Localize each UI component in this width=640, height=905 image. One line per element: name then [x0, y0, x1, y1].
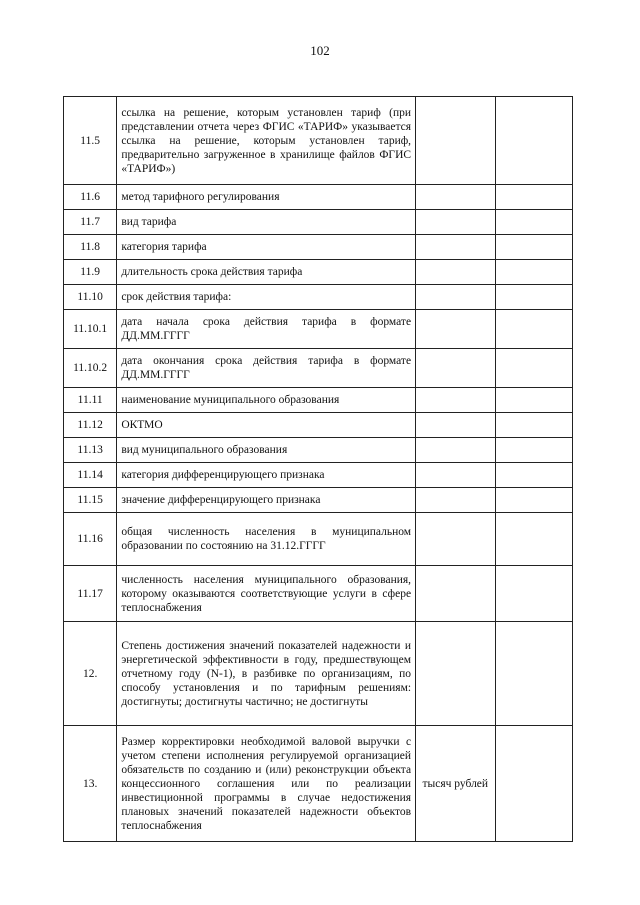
row-description: срок действия тарифа:: [117, 285, 416, 310]
row-unit: [416, 185, 495, 210]
table-row: [64, 622, 573, 726]
row-unit: [416, 285, 495, 310]
row-description: категория тарифа: [117, 235, 416, 260]
row-unit: [416, 388, 495, 413]
row-number: 11.8: [64, 235, 117, 260]
row-description: Степень достижения значений показателей надежности и энергетической эффективности в году, предшествующем отчетному году (N-1), в разбивке по организациям, по способу установления и по тарифным решениям: достигнуты; достигнуты частично; не достигнуты: [117, 622, 416, 726]
row-description: численность населения муниципального образования, которому оказываются соответствующие услуги в сфере теплоснабжения: [117, 566, 416, 622]
table-row: [64, 210, 573, 235]
row-description: категория дифференцирующего признака: [117, 463, 416, 488]
row-number: 11.14: [64, 463, 117, 488]
row-number: 11.16: [64, 513, 117, 566]
row-unit: [416, 488, 495, 513]
row-description: наименование муниципального образования: [117, 388, 416, 413]
row-value: [495, 513, 572, 566]
table-row: [64, 185, 573, 210]
row-number: 11.10.2: [64, 349, 117, 388]
table-row: [64, 726, 573, 842]
row-value: [495, 285, 572, 310]
table-row: [64, 413, 573, 438]
row-unit: [416, 210, 495, 235]
row-number: 11.17: [64, 566, 117, 622]
table-row: [64, 463, 573, 488]
table-row: [64, 349, 573, 388]
row-number: 11.11: [64, 388, 117, 413]
row-value: [495, 349, 572, 388]
row-description: метод тарифного регулирования: [117, 185, 416, 210]
row-number: 11.7: [64, 210, 117, 235]
row-number: 13.: [64, 726, 117, 842]
row-description: значение дифференцирующего признака: [117, 488, 416, 513]
row-value: [495, 438, 572, 463]
row-number: 11.12: [64, 413, 117, 438]
row-number: 11.13: [64, 438, 117, 463]
row-value: [495, 260, 572, 285]
row-description: дата начала срока действия тарифа в формате ДД.ММ.ГГГГ: [117, 310, 416, 349]
row-unit: [416, 310, 495, 349]
table-row: [64, 260, 573, 285]
table-row: [64, 488, 573, 513]
row-unit: [416, 566, 495, 622]
row-unit: [416, 235, 495, 260]
row-unit: [416, 97, 495, 185]
table-row: [64, 566, 573, 622]
row-value: [495, 463, 572, 488]
row-description: вид муниципального образования: [117, 438, 416, 463]
row-unit: тысяч рублей: [416, 726, 495, 842]
row-unit: [416, 349, 495, 388]
row-value: [495, 726, 572, 842]
row-value: [495, 388, 572, 413]
row-number: 11.5: [64, 97, 117, 185]
table-row: [64, 235, 573, 260]
row-value: [495, 235, 572, 260]
table-row: [64, 438, 573, 463]
row-number: 11.10: [64, 285, 117, 310]
indicator-table: [63, 96, 573, 842]
row-unit: [416, 260, 495, 285]
row-description: общая численность населения в муниципальном образовании по состоянию на 31.12.ГГГГ: [117, 513, 416, 566]
row-description: ОКТМО: [117, 413, 416, 438]
row-value: [495, 310, 572, 349]
table-row: [64, 388, 573, 413]
row-unit: [416, 413, 495, 438]
row-unit: [416, 513, 495, 566]
row-value: [495, 488, 572, 513]
row-value: [495, 413, 572, 438]
row-unit: [416, 438, 495, 463]
page-number: 102: [310, 43, 330, 58]
table-row: [64, 310, 573, 349]
table-row: [64, 97, 573, 185]
row-number: 11.15: [64, 488, 117, 513]
row-number: 11.10.1: [64, 310, 117, 349]
row-value: [495, 566, 572, 622]
row-description: Размер корректировки необходимой валовой выручки с учетом степени исполнения регулируемой организацией обязательств по созданию и (или) реконструкции объекта концессионного соглашения или по реализации инвестиционной программы в случае недостижения плановых значений показателей надежности объектов теплоснабжения: [117, 726, 416, 842]
row-number: 11.6: [64, 185, 117, 210]
row-number: 11.9: [64, 260, 117, 285]
row-unit: [416, 622, 495, 726]
row-description: дата окончания срока действия тарифа в формате ДД.ММ.ГГГГ: [117, 349, 416, 388]
row-value: [495, 185, 572, 210]
row-number: 12.: [64, 622, 117, 726]
row-value: [495, 622, 572, 726]
row-unit: [416, 463, 495, 488]
table-row: [64, 513, 573, 566]
row-value: [495, 210, 572, 235]
table-row: [64, 285, 573, 310]
row-description: длительность срока действия тарифа: [117, 260, 416, 285]
row-value: [495, 97, 572, 185]
row-description: вид тарифа: [117, 210, 416, 235]
row-description: ссылка на решение, которым установлен тариф (при представлении отчета через ФГИС «ТАРИФ» указывается ссылка на решение, которым установлен тариф, предварительно загруженное в хранилище файлов ФГИС «ТАРИФ»): [117, 97, 416, 185]
